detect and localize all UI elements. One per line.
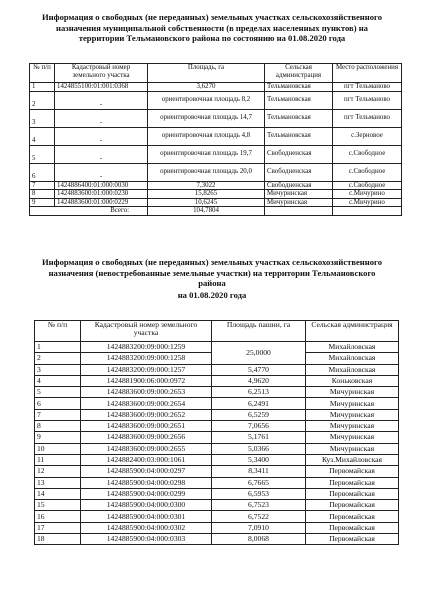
empty-cell bbox=[333, 207, 402, 216]
plot-area: 8,0068 bbox=[212, 534, 306, 545]
row-num: 2 bbox=[30, 91, 55, 109]
row-num: 4 bbox=[35, 375, 81, 386]
cadastral-number: 1424882400:03:000:1061 bbox=[81, 454, 212, 465]
header-area: Площадь пашни, га bbox=[212, 321, 306, 342]
cadastral-number: 1424883600:09:000:2651 bbox=[81, 421, 212, 432]
table-row bbox=[30, 181, 402, 190]
table-row bbox=[35, 500, 399, 511]
plot-area: 5,4770 bbox=[212, 364, 306, 375]
cadastral-number: 1424886400:01:000:0030 bbox=[55, 181, 148, 190]
cadastral-number: 1424883600:09:000:2656 bbox=[81, 432, 212, 443]
plot-location: пгт Тельманово bbox=[333, 109, 402, 127]
plot-location: с.Зерновое bbox=[333, 127, 402, 145]
row-num: 4 bbox=[30, 127, 55, 145]
table-row bbox=[35, 477, 399, 488]
row-num: 6 bbox=[30, 163, 55, 181]
table-row bbox=[35, 466, 399, 477]
plot-location: с.Свободное bbox=[333, 145, 402, 163]
plot-area: 6,2491 bbox=[212, 398, 306, 409]
total-value: 104,7804 bbox=[148, 207, 265, 216]
plot-area: 6,2513 bbox=[212, 387, 306, 398]
table-header-row bbox=[30, 64, 402, 83]
row-num: 1 bbox=[30, 83, 55, 92]
table-row bbox=[35, 534, 399, 545]
rural-administration: Мичуринская bbox=[306, 421, 399, 432]
header-location: Место расположения bbox=[333, 64, 402, 83]
cadastral-number: 1424885900:04:000:0298 bbox=[81, 477, 212, 488]
rural-administration: Михайловская bbox=[306, 353, 399, 364]
cadastral-number: 1424883600:09:000:2654 bbox=[81, 398, 212, 409]
cadastral-number: 1424883600:01:000:0229 bbox=[55, 198, 148, 207]
rural-administration: Мичуринская bbox=[265, 198, 333, 207]
rural-administration: Первомайская bbox=[306, 466, 399, 477]
table-row bbox=[35, 443, 399, 454]
plot-area: 5,3400 bbox=[212, 454, 306, 465]
plot-area: 7,0910 bbox=[212, 522, 306, 533]
plot-area: 6,5259 bbox=[212, 409, 306, 420]
cadastral-number: 1424885900:04:000:0302 bbox=[81, 522, 212, 533]
table-row bbox=[35, 511, 399, 522]
document-title-2 bbox=[40, 257, 384, 300]
header-admin: Сельская администрация bbox=[265, 64, 333, 83]
cadastral-number: 1424885900:04:000:0297 bbox=[81, 466, 212, 477]
row-num: 8 bbox=[35, 421, 81, 432]
row-num: 3 bbox=[30, 109, 55, 127]
rural-administration: Свободненская bbox=[265, 181, 333, 190]
header-num: № п/п bbox=[35, 321, 81, 342]
row-num: 9 bbox=[35, 432, 81, 443]
row-num: 17 bbox=[35, 522, 81, 533]
plot-area: 3,6270 bbox=[148, 83, 265, 92]
row-num: 5 bbox=[30, 145, 55, 163]
rural-administration: Первомайская bbox=[306, 477, 399, 488]
cadastral-number: - bbox=[55, 163, 148, 181]
plot-area-merged: 25,0000 bbox=[212, 342, 306, 365]
cadastral-number: - bbox=[55, 91, 148, 109]
row-num: 13 bbox=[35, 477, 81, 488]
plot-area: 8,3411 bbox=[212, 466, 306, 477]
plot-location: пгт Тельманово bbox=[333, 91, 402, 109]
table-row bbox=[30, 91, 402, 109]
total-label: Всего: bbox=[30, 207, 148, 216]
rural-administration: Мичуринская bbox=[306, 432, 399, 443]
plot-area: ориентировочная площадь 4,8 bbox=[148, 127, 265, 145]
rural-administration: Мичуринская bbox=[306, 387, 399, 398]
row-num: 5 bbox=[35, 387, 81, 398]
rural-administration: Свободненская bbox=[265, 145, 333, 163]
rural-administration: Тельмановская bbox=[265, 83, 333, 92]
table-row bbox=[30, 109, 402, 127]
table-row bbox=[30, 198, 402, 207]
table-row bbox=[35, 375, 399, 386]
header-area: Площадь, га bbox=[148, 64, 265, 83]
cadastral-number: 1424885900:04:000:0301 bbox=[81, 511, 212, 522]
rural-administration: Первомайская bbox=[306, 511, 399, 522]
table-row bbox=[30, 145, 402, 163]
rural-administration: Первомайская bbox=[306, 488, 399, 499]
rural-administration: Мичуринская bbox=[306, 409, 399, 420]
table-row bbox=[35, 488, 399, 499]
title-2-main: Информация о свободных (не переданных) земельных участках сельскохозяйственного назначения (невостребованные земельные участки) на территории Тельмановского района bbox=[41, 257, 382, 288]
plot-area: 4,9620 bbox=[212, 375, 306, 386]
rural-administration: Куз.Михайловская bbox=[306, 454, 399, 465]
cadastral-number: 1424855100:01:001:0368 bbox=[55, 83, 148, 92]
row-num: 6 bbox=[35, 398, 81, 409]
table-row bbox=[35, 364, 399, 375]
row-num: 10 bbox=[35, 443, 81, 454]
table-row bbox=[35, 387, 399, 398]
row-num: 18 bbox=[35, 534, 81, 545]
table-header-row bbox=[35, 321, 399, 342]
plot-area: 7,0656 bbox=[212, 421, 306, 432]
table-row bbox=[30, 163, 402, 181]
rural-administration: Мичуринская bbox=[306, 443, 399, 454]
table-row bbox=[35, 342, 399, 353]
plot-area: 5,1761 bbox=[212, 432, 306, 443]
plot-area: 15,8265 bbox=[148, 190, 265, 199]
title-2-date: на 01.08.2020 года bbox=[177, 289, 247, 300]
plot-area: 7,3022 bbox=[148, 181, 265, 190]
plot-location: пгт Тельманово bbox=[333, 83, 402, 92]
header-cadastral: Кадастровый номер земельного участка bbox=[81, 321, 212, 342]
cadastral-number: 1424883600:01:000:0230 bbox=[55, 190, 148, 199]
plot-area: 6,7665 bbox=[212, 477, 306, 488]
row-num: 1 bbox=[35, 342, 81, 353]
row-num: 3 bbox=[35, 364, 81, 375]
row-num: 2 bbox=[35, 353, 81, 364]
table-row bbox=[35, 454, 399, 465]
table-row bbox=[35, 409, 399, 420]
row-num: 15 bbox=[35, 500, 81, 511]
cadastral-number: - bbox=[55, 127, 148, 145]
rural-administration: Тельмановская bbox=[265, 109, 333, 127]
free-land-plots-table bbox=[29, 63, 402, 216]
plot-area: 5,0366 bbox=[212, 443, 306, 454]
cadastral-number: 1424883200:09:000:1259 bbox=[81, 342, 212, 353]
cadastral-number: 1424881900:06:000:0972 bbox=[81, 375, 212, 386]
plot-location: с.Мичурино bbox=[333, 190, 402, 199]
document-title-1: Информация о свободных (не переданных) земельных участках сельскохозяйственного назначения муниципальной собственности (в пределах населенных пунктов) на территории Тельмановского района по состоянию на 01.08.2020 года bbox=[41, 12, 382, 43]
cadastral-number: 1424883600:09:000:2655 bbox=[81, 443, 212, 454]
plot-area: 6,7522 bbox=[212, 511, 306, 522]
plot-location: с.Мичурино bbox=[333, 198, 402, 207]
table-total-row bbox=[30, 207, 402, 216]
rural-administration: Мичуринская bbox=[306, 398, 399, 409]
rural-administration: Тельмановская bbox=[265, 91, 333, 109]
rural-administration: Первомайская bbox=[306, 500, 399, 511]
row-num: 11 bbox=[35, 454, 81, 465]
plot-location: с.Свободное bbox=[333, 181, 402, 190]
row-num: 8 bbox=[30, 190, 55, 199]
table-row bbox=[35, 522, 399, 533]
row-num: 9 bbox=[30, 198, 55, 207]
rural-administration: Михайловская bbox=[306, 342, 399, 353]
row-num: 7 bbox=[30, 181, 55, 190]
rural-administration: Первомайская bbox=[306, 534, 399, 545]
table-row bbox=[30, 127, 402, 145]
table-row bbox=[35, 432, 399, 443]
row-num: 16 bbox=[35, 511, 81, 522]
rural-administration: Первомайская bbox=[306, 522, 399, 533]
empty-cell bbox=[265, 207, 333, 216]
table-row bbox=[35, 398, 399, 409]
header-cadastral: Кадастровый номер земельного участка bbox=[55, 64, 148, 83]
cadastral-number: 1424885900:04:000:0303 bbox=[81, 534, 212, 545]
plot-area: ориентировочная площадь 8,2 bbox=[148, 91, 265, 109]
cadastral-number: 1424885900:04:000:0300 bbox=[81, 500, 212, 511]
header-admin: Сельская администрация bbox=[306, 321, 399, 342]
cadastral-number: 1424885900:04:000:0299 bbox=[81, 488, 212, 499]
table-row bbox=[30, 190, 402, 199]
row-num: 12 bbox=[35, 466, 81, 477]
table-row bbox=[35, 421, 399, 432]
rural-administration: Мичуринская bbox=[265, 190, 333, 199]
plot-location: с.Свободное bbox=[333, 163, 402, 181]
plot-area: ориентировочная площадь 19,7 bbox=[148, 145, 265, 163]
cadastral-number: 1424883200:09:000:1258 bbox=[81, 353, 212, 364]
cadastral-number: - bbox=[55, 145, 148, 163]
plot-area: 6,7523 bbox=[212, 500, 306, 511]
cadastral-number: - bbox=[55, 109, 148, 127]
rural-administration: Коньковская bbox=[306, 375, 399, 386]
row-num: 14 bbox=[35, 488, 81, 499]
plot-area: ориентировочная площадь 20,0 bbox=[148, 163, 265, 181]
rural-administration: Михайловская bbox=[306, 364, 399, 375]
rural-administration: Свободненская bbox=[265, 163, 333, 181]
plot-area: ориентировочная площадь 14,7 bbox=[148, 109, 265, 127]
cadastral-number: 1424883200:09:000:1257 bbox=[81, 364, 212, 375]
header-num: № п/п bbox=[30, 64, 55, 83]
row-num: 7 bbox=[35, 409, 81, 420]
unclaimed-land-plots-table bbox=[34, 320, 399, 545]
rural-administration: Тельмановская bbox=[265, 127, 333, 145]
plot-area: 10,6245 bbox=[148, 198, 265, 207]
plot-area: 6,5953 bbox=[212, 488, 306, 499]
cadastral-number: 1424883600:09:000:2653 bbox=[81, 387, 212, 398]
table-row bbox=[30, 83, 402, 92]
cadastral-number: 1424883600:09:000:2652 bbox=[81, 409, 212, 420]
